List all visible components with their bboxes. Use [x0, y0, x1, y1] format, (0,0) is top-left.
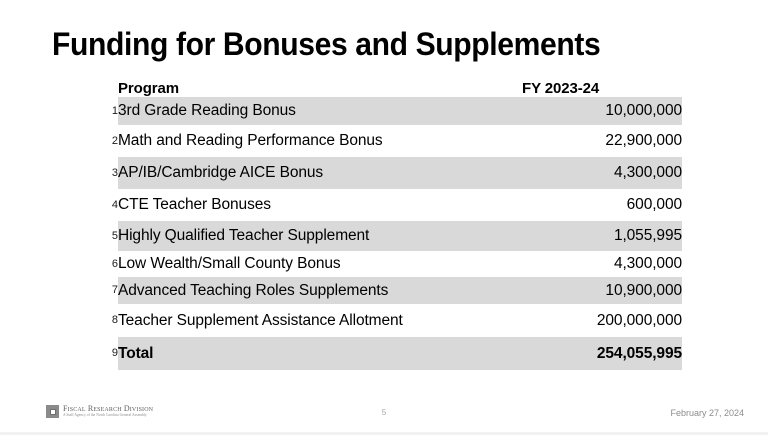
row-number: 3	[96, 157, 118, 189]
header-row-number-spacer	[96, 80, 118, 97]
table-row	[96, 277, 682, 304]
row-label-program: AP/IB/Cambridge AICE Bonus	[118, 157, 522, 189]
row-label-program: Highly Qualified Teacher Supplement	[118, 221, 522, 251]
row-value-amount: 1,055,995	[522, 221, 682, 251]
table-row	[96, 304, 682, 337]
row-label-program: Teacher Supplement Assistance Allotment	[118, 311, 403, 329]
row-label-program: 3rd Grade Reading Bonus	[118, 97, 522, 125]
funding-table	[96, 80, 682, 370]
row-value-amount: 200,000,000	[596, 311, 682, 329]
row-label-program: CTE Teacher Bonuses	[118, 196, 271, 213]
row-number: 9	[96, 337, 118, 370]
row-number: 5	[96, 221, 118, 251]
row-number: 4	[96, 189, 118, 221]
table-row	[96, 189, 682, 221]
row-label-total: Total	[118, 337, 522, 370]
row-number: 1	[96, 97, 118, 125]
row-number: 2	[96, 125, 118, 157]
row-value-amount: 10,000,000	[522, 97, 682, 125]
column-header-fiscal-year: FY 2023-24	[522, 80, 600, 97]
logo-organization-subtitle: A Staff Agency of the North Carolina General Assembly	[63, 413, 147, 418]
table-row	[96, 97, 682, 125]
page-number: 5	[381, 408, 387, 417]
table-header	[96, 80, 682, 97]
footer-date: February 27, 2024	[670, 408, 744, 418]
table-row	[96, 337, 682, 370]
column-header-program: Program	[118, 80, 179, 97]
table-row	[96, 251, 682, 277]
funding-table-container	[96, 80, 682, 370]
row-value-amount: 22,900,000	[605, 132, 682, 149]
logo-organization-name: Fiscal Research Division	[63, 404, 154, 414]
row-number: 6	[96, 251, 118, 277]
row-label-program: Advanced Teaching Roles Supplements	[118, 277, 522, 304]
row-number: 7	[96, 277, 118, 304]
page-title: Funding for Bonuses and Supplements	[52, 26, 601, 62]
table-row	[96, 125, 682, 157]
row-value-amount: 10,900,000	[522, 277, 682, 304]
row-value-amount: 4,300,000	[522, 157, 682, 189]
row-number: 8	[96, 304, 118, 337]
row-label-program: Math and Reading Performance Bonus	[118, 132, 383, 149]
table-header-row	[96, 80, 682, 97]
row-value-amount: 600,000	[626, 196, 682, 213]
table-body	[96, 97, 682, 370]
table-row	[96, 157, 682, 189]
table-row	[96, 221, 682, 251]
row-value-total: 254,055,995	[522, 337, 682, 370]
row-value-amount: 4,300,000	[613, 255, 682, 272]
row-label-program: Low Wealth/Small County Bonus	[118, 255, 341, 272]
